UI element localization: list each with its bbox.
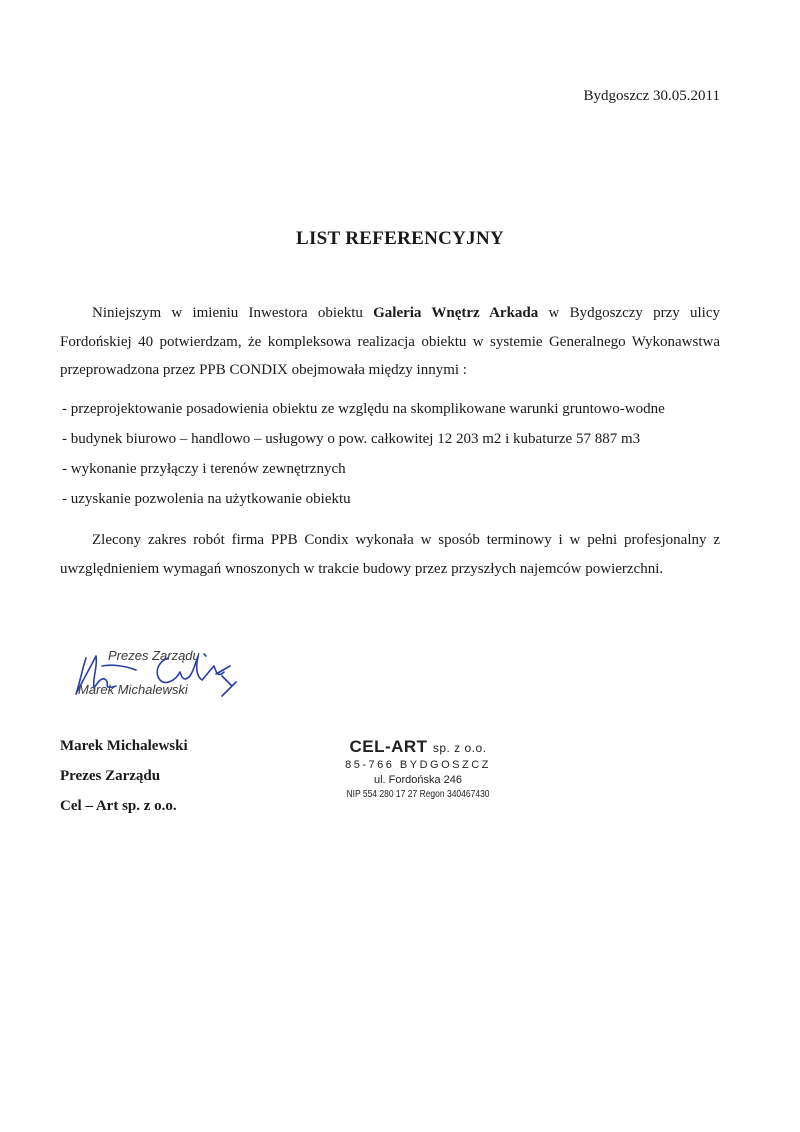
scope-list <box>62 399 742 519</box>
scope-list-item: - wykonanie przyłączy i terenów zewnętrznych <box>62 461 346 477</box>
signatory-name: Marek Michalewski <box>60 738 188 754</box>
investment-name: Galeria Wnętrz Arkada <box>373 305 539 321</box>
company-stamp-street: ul. Fordońska 246 <box>373 774 463 786</box>
signature-stamp <box>72 636 242 704</box>
intro-rest: w Bydgoszczy przy ulicy Fordońskiej 40 potwierdzam, że kompleksowa realizacja obiektu w systemie Generalnego Wykonawstwa przeprowadzona przez PPB CONDIX obejmowała między innymi : <box>60 305 720 378</box>
intro-lead: Niniejszym w imieniu Inwestora obiektu <box>92 305 374 321</box>
signature-stamp-role: Prezes Zarządu <box>108 648 200 663</box>
scope-list-item: - uzyskanie pozwolenia na użytkowanie obiektu <box>62 491 351 507</box>
letter-title: LIST REFERENCYJNY <box>296 228 504 249</box>
company-stamp-name: CEL-ART <box>349 737 428 756</box>
company-stamp-legal-form: sp. z o.o. <box>432 741 487 755</box>
scope-list-item: - budynek biurowo – handlowo – usługowy o pow. całkowitej 12 203 m2 i kubaturze 57 887 m3 <box>62 431 641 447</box>
company-stamp-nip-regon: NIP 554 280 17 27 Regon 340467430 <box>346 789 490 800</box>
company-stamp <box>318 737 518 802</box>
signatory-block <box>60 731 188 821</box>
signature-stamp-name: Marek Michalewski <box>78 682 188 697</box>
handwritten-signature <box>72 636 242 704</box>
company-stamp-city: 85-766 BYDGOSZCZ <box>345 759 491 771</box>
signatory-position: Prezes Zarządu <box>60 768 161 784</box>
closing-paragraph: Zlecony zakres robót firma PPB Condix wykonała w sposób terminowy i w pełni profesjonalny z uwzględnieniem wymagań wnoszonych w trakcie budowy przez przyszłych najemców powierzchni. <box>60 532 720 577</box>
signatory-company: Cel – Art sp. z o.o. <box>60 798 177 814</box>
intro-paragraph <box>60 299 720 385</box>
letter-date: Bydgoszcz 30.05.2011 <box>583 88 720 104</box>
scope-list-item: - przeprojektowanie posadowienia obiektu ze względu na skomplikowane warunki gruntowo-wodne <box>62 401 665 417</box>
